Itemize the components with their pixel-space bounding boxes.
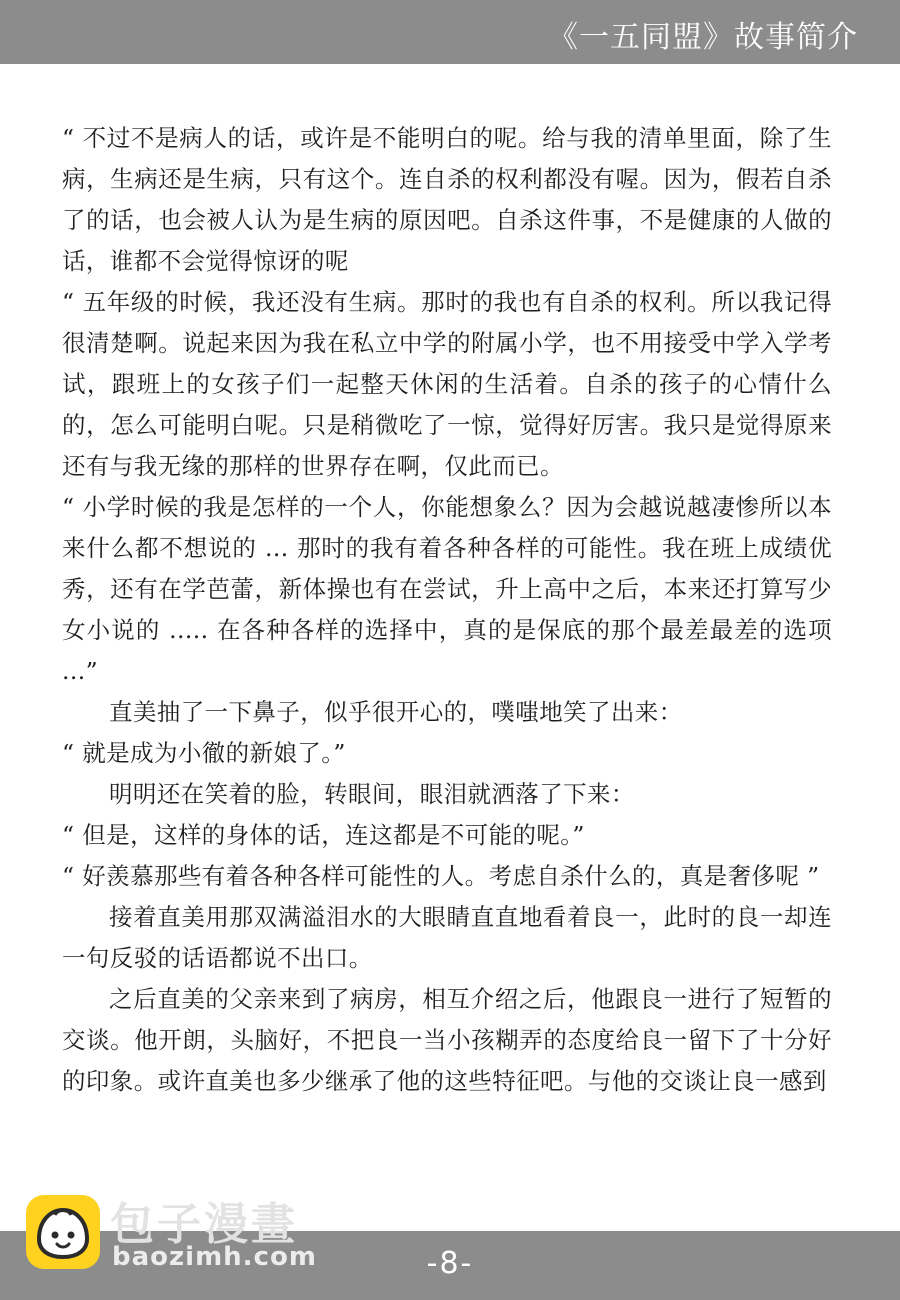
paragraph: 直美抽了一下鼻子，似乎很开心的，噗嗤地笑了出来： [109,698,683,726]
page-title: 《一五同盟》故事简介 [548,20,858,55]
bun-face-icon-graphic [26,1195,100,1269]
paragraph: “ 但是，这样的身体的话，连这都是不可能的呢。” [62,821,585,849]
watermark-domain: baozimh.com [112,1242,317,1272]
watermark-title: 包子漫畫 [110,1199,298,1250]
story-text [62,118,832,1102]
paragraph: “ 五年级的时候，我还没有生病。那时的我也有自杀的权利。所以我记得很清楚啊。说起来因为我在私立中学的附属小学，也不用接受中学入学考试，跟班上的女孩子们一起整天休闲的生活着。自杀的孩子的心情什么的，怎么可能明白呢。只是稍微吃了一惊，觉得好厉害。我只是觉得原来还有与我无缘的那样的世界存在啊，仅此而已。 [62,288,832,480]
paragraph: 之后直美的父亲来到了病房，相互介绍之后，他跟良一进行了短暂的交谈。他开朗，头脑好，不把良一当小孩糊弄的态度给良一留下了十分好的印象。或许直美也多少继承了他的这些特征吧。与他的交谈让良一感到 [62,985,832,1095]
paragraph: “ 小学时候的我是怎样的一个人，你能想象么？因为会越说越凄惨所以本来什么都不想说的 ... 那时的我有着各种各样的可能性。我在班上成绩优秀，还有在学芭蕾，新体操也有在尝试，升上高中之后，本来还打算写少女小说的 ..... 在各种各样的选择中，真的是保底的那个最差最差的选项 ...” [62,493,832,685]
header-bar [0,0,900,64]
paragraph: “ 好羡慕那些有着各种各样可能性的人。考虑自杀什么的，真是奢侈呢 ” [62,862,820,890]
paragraph: “ 就是成为小徹的新娘了。” [62,739,346,767]
paragraph: “ 不过不是病人的话，或许是不能明白的呢。给与我的清单里面，除了生病，生病还是生病，只有这个。连自杀的权利都没有喔。因为，假若自杀了的话，也会被人认为是生病的原因吧。自杀这件事，不是健康的人做的话，谁都不会觉得惊讶的呢 [62,124,832,275]
paragraph: 明明还在笑着的脸，转眼间，眼泪就洒落了下来： [109,780,635,808]
page-number: -8- [426,1246,474,1281]
bun-face-icon [26,1195,100,1269]
paragraph: 接着直美用那双满溢泪水的大眼睛直直地看着良一，此时的良一却连一句反驳的话语都说不出口。 [62,903,832,972]
